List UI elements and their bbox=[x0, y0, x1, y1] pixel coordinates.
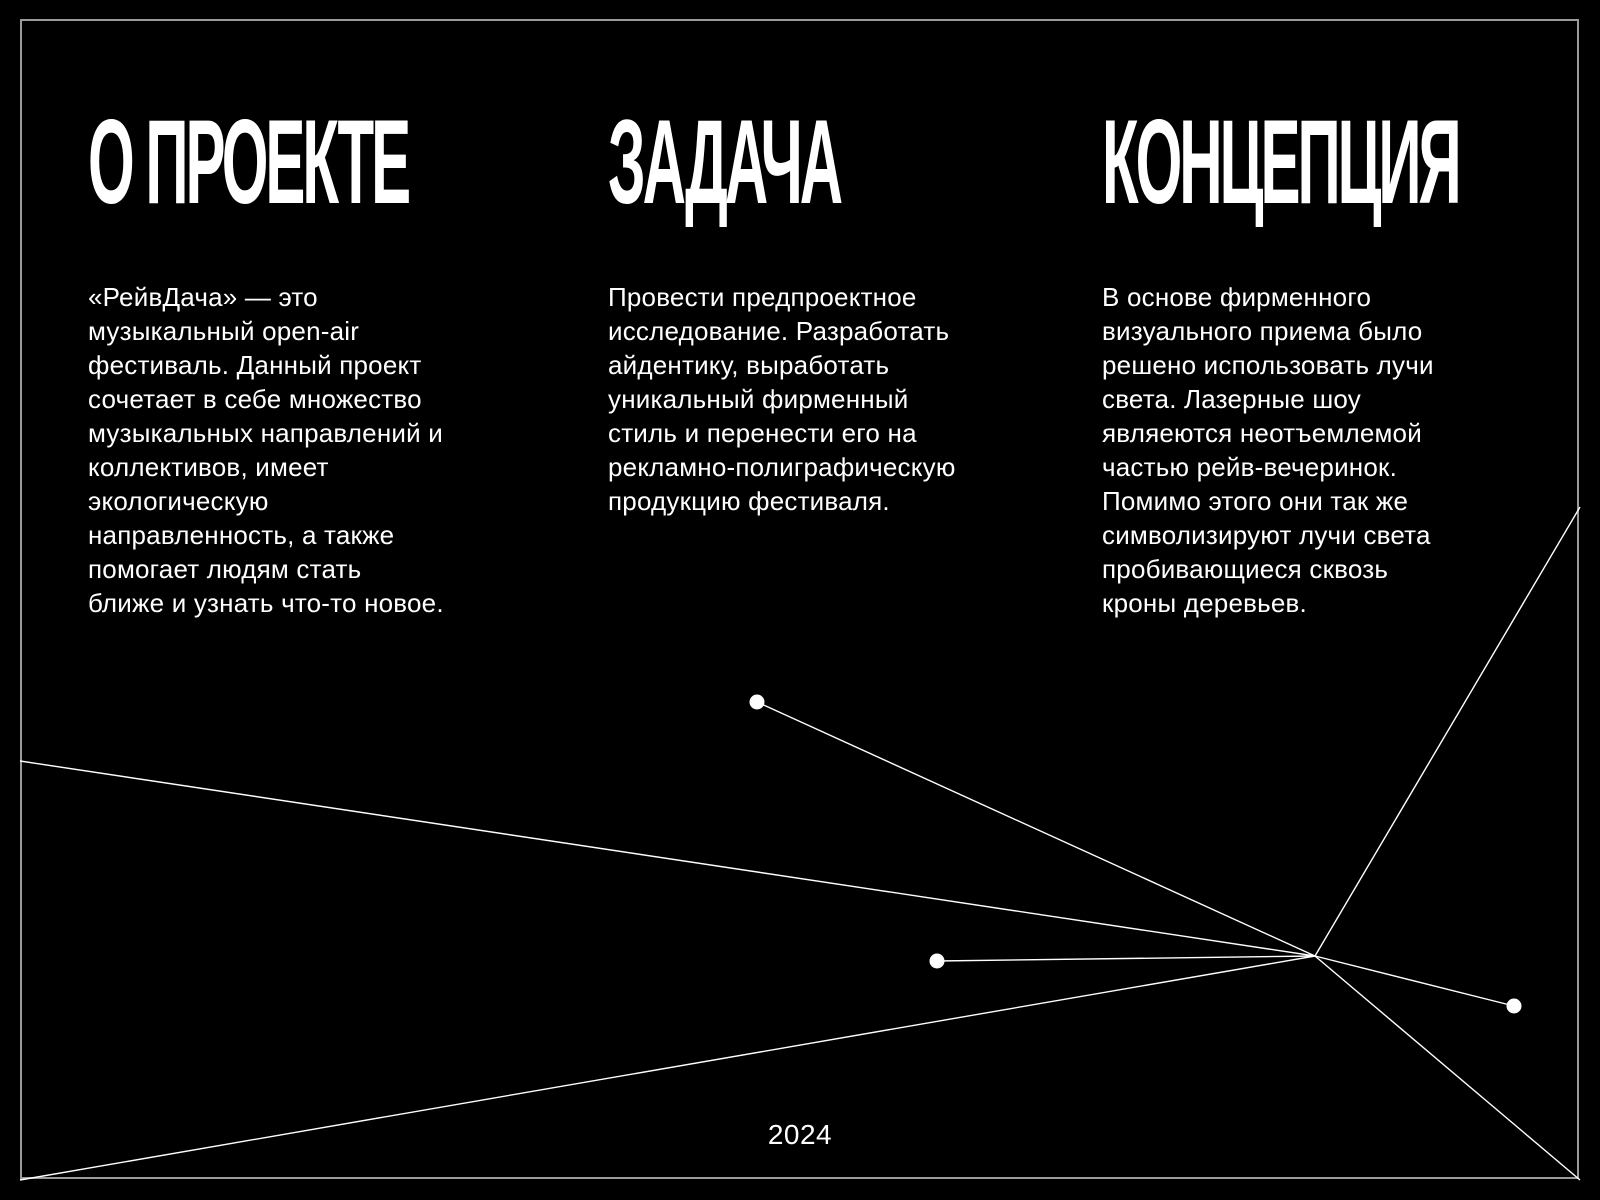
about-section bbox=[88, 88, 518, 620]
ray-left-upper bbox=[20, 761, 1315, 956]
ray-dot-right bbox=[1507, 999, 1522, 1014]
task-heading: ЗАДАЧА bbox=[608, 95, 841, 229]
ray-dot-upper bbox=[750, 695, 765, 710]
task-section bbox=[608, 88, 1038, 518]
ray-to-upper-dot bbox=[757, 702, 1315, 956]
concept-text: В основе фирменного визуального приема было решено использовать лучи света. Лазерные шоу являеются неотъемлемой частью рейв-вечеринок. Помимо этого они так же символизируют лучи света пробивающиеся сквозь кроны деревьев. bbox=[1102, 282, 1434, 618]
year-label: 2024 bbox=[767, 1119, 833, 1150]
concept-heading: КОНЦЕПЦИЯ bbox=[1102, 95, 1459, 229]
ray-dot-middle bbox=[930, 954, 945, 969]
about-text: «РейвДача» — это музыкальный open-air фестиваль. Данный проект сочетает в себе множество музыкальных направлений и коллективов, имеет экологическую направленность, а также помогает людям стать ближе и узнать что-то новое. bbox=[88, 282, 444, 618]
about-heading: О ПРОЕКТЕ bbox=[88, 95, 409, 229]
task-text: Провести предпроектное исследование. Разработать айдентику, выработать уникальный фирменный стиль и перенести его на рекламно-полиграфическую продукцию фестиваля. bbox=[608, 282, 956, 516]
concept-section bbox=[1102, 88, 1532, 620]
ray-to-middle-dot bbox=[937, 956, 1315, 961]
